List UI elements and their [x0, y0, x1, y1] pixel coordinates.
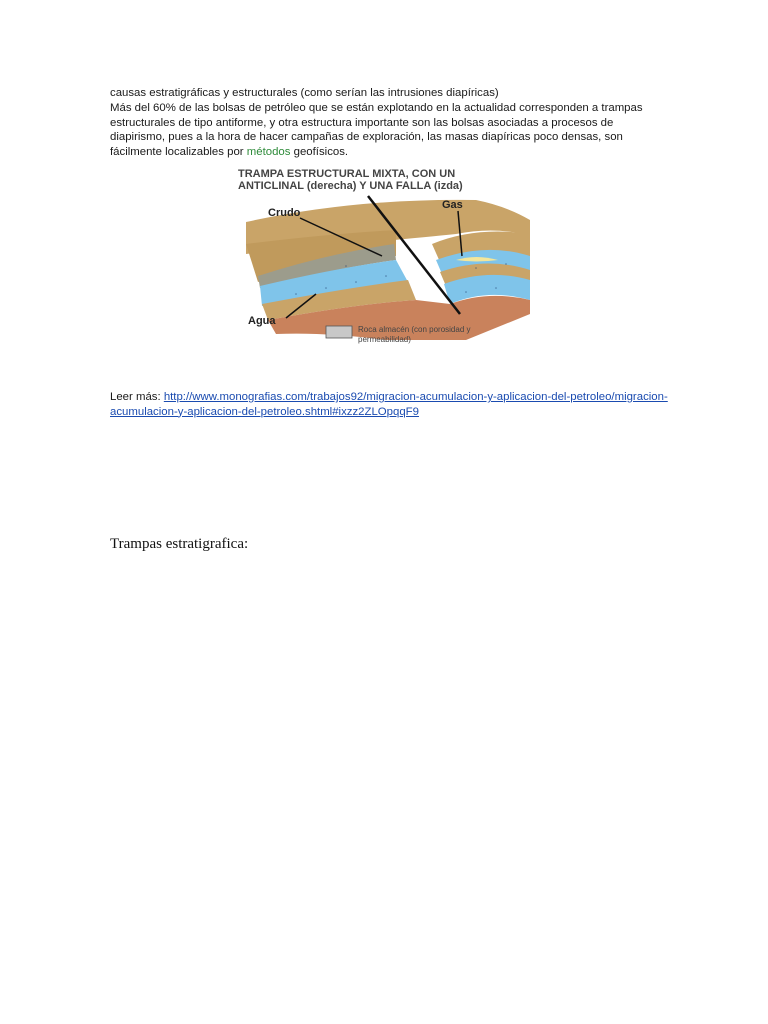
legend-text-1: Roca almacén (con porosidad y [358, 325, 471, 334]
trap-diagram-svg [236, 164, 546, 350]
read-more-link[interactable]: http://www.monografias.com/trabajos92/migracion-acumulacion-y-aplicacion-del-petroleo/migracion-acumulacion-y-aplicacion-del-petroleo.shtml#ixzz2ZLOpqqF9 [110, 391, 668, 418]
legend-swatch [326, 326, 352, 338]
metodos-link[interactable]: métodos [246, 145, 291, 158]
figure-title-2: ANTICLINAL (derecha) Y UNA FALLA (izda) [238, 180, 463, 192]
intro-line: causas estratigráficas y estructurales (como serían las intrusiones diapíricas) [110, 87, 499, 99]
section-heading: Trampas estratigrafica: [110, 536, 249, 552]
label-gas: Gas [442, 199, 463, 211]
trap-diagram [236, 164, 546, 350]
body-paragraph [110, 101, 670, 159]
label-crudo: Crudo [268, 207, 301, 219]
figure-title-1: TRAMPA ESTRUCTURAL MIXTA, CON UN [238, 168, 456, 180]
label-agua: Agua [248, 315, 276, 327]
paragraph-text-end: geofísicos. [290, 145, 349, 158]
legend-text-2: permeabilidad) [358, 335, 411, 344]
read-more-prefix: Leer más: [110, 391, 164, 403]
read-more [110, 390, 670, 419]
paragraph-text: Más del 60% de las bolsas de petróleo que se están explotando en la actualidad corresponden a trampas estructurales de tipo antiforme, y otra estructura importante son las bolsas asociadas a procesos de diapirismo, pues a la hora de hacer campañas de exploración, las masas diapíricas poco densas, son fácilmente localizables por [110, 102, 643, 158]
